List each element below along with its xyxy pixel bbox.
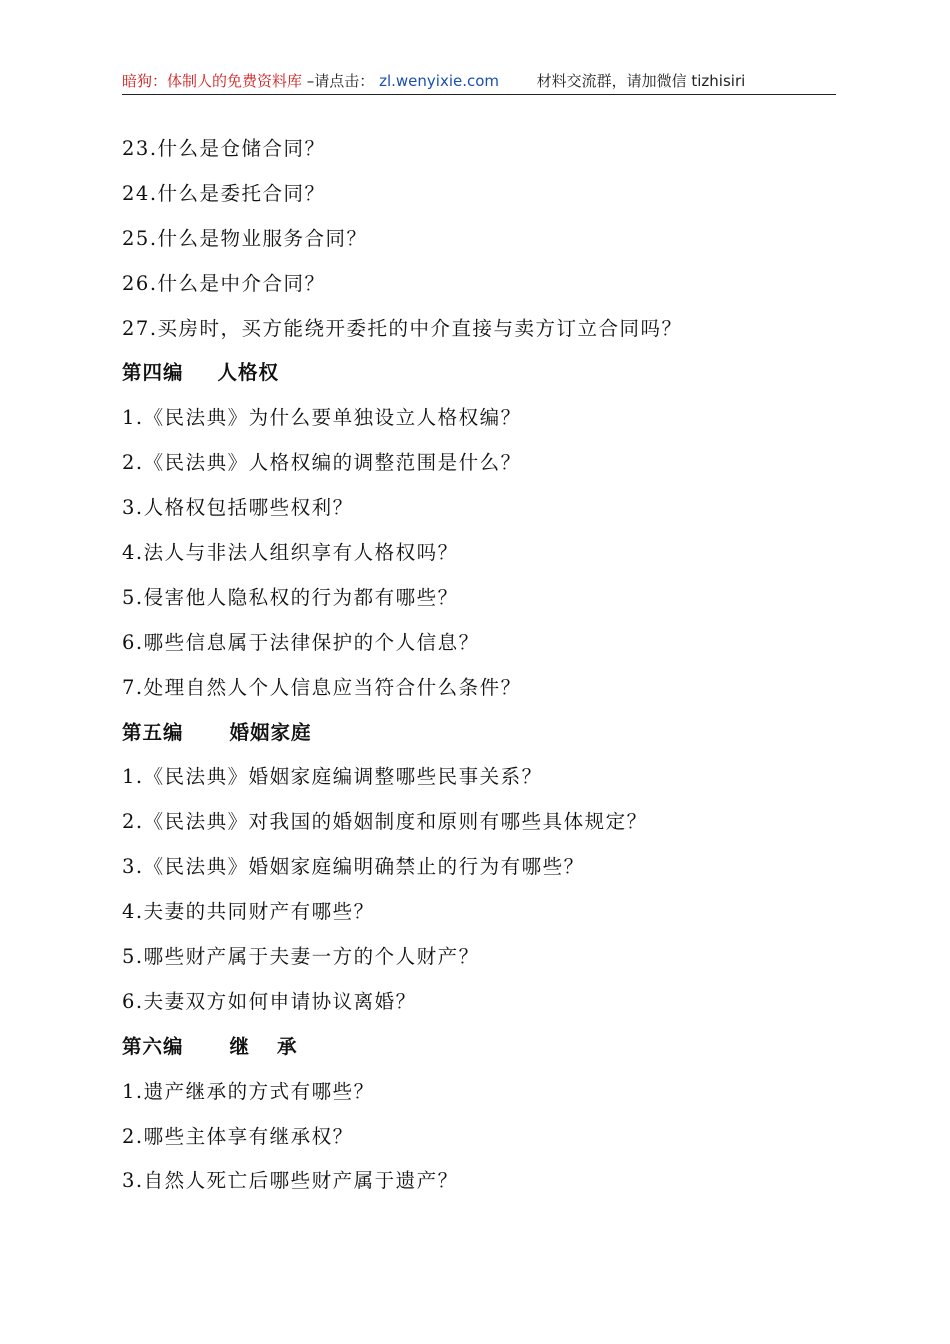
- question-item: 2.《民法典》人格权编的调整范围是什么？: [122, 451, 522, 475]
- question-item: 25.什么是物业服务合同？: [122, 226, 368, 250]
- header-link-prefix: –请点击：: [306, 72, 375, 90]
- question-item: 3.人格权包括哪些权利？: [122, 496, 354, 520]
- question-item: 27.买房时，买方能绕开委托的中介直接与卖方订立合同吗？: [122, 316, 683, 340]
- question-item: 2.《民法典》对我国的婚姻制度和原则有哪些具体规定？: [122, 810, 648, 834]
- section-part: 第四编: [122, 361, 184, 385]
- document-body: [122, 127, 842, 1204]
- header-group-text: 材料交流群，请加微信 tizhisiri: [536, 72, 746, 90]
- header-brand: 暗狗：体制人的免费资料库: [122, 72, 303, 90]
- section-part: 第六编: [122, 1034, 184, 1058]
- question-item: 1.《民法典》婚姻家庭编调整哪些民事关系？: [122, 765, 543, 789]
- section-part: 第五编: [122, 720, 184, 744]
- question-item: 3.《民法典》婚姻家庭编明确禁止的行为有哪些？: [122, 855, 585, 879]
- question-item: 5.侵害他人隐私权的行为都有哪些？: [122, 585, 459, 609]
- header-url-link[interactable]: zl.wenyixie.com: [379, 72, 500, 90]
- question-item: 26.什么是中介合同？: [122, 271, 326, 295]
- question-item: 6.夫妻双方如何申请协议离婚？: [122, 989, 417, 1013]
- section-heading: [122, 351, 842, 396]
- question-item: 6.哪些信息属于法律保护的个人信息？: [122, 630, 480, 654]
- question-item: 5.哪些财产属于夫妻一方的个人财产？: [122, 945, 480, 969]
- page-header: [122, 70, 836, 95]
- section-title: 人格权: [217, 361, 280, 385]
- question-item: 1.遗产继承的方式有哪些？: [122, 1079, 375, 1103]
- section-heading: [122, 711, 842, 756]
- question-item: 2.哪些主体享有继承权？: [122, 1124, 354, 1148]
- section-heading: [122, 1025, 842, 1070]
- question-item: 4.夫妻的共同财产有哪些？: [122, 900, 375, 924]
- question-item: 3.自然人死亡后哪些财产属于遗产？: [122, 1169, 459, 1193]
- question-item: 23.什么是仓储合同？: [122, 137, 326, 160]
- question-item: 24.什么是委托合同？: [122, 181, 326, 205]
- section-title: 婚姻家庭: [229, 720, 312, 744]
- section-title: 继承: [229, 1034, 325, 1058]
- question-item: 4.法人与非法人组织享有人格权吗？: [122, 541, 459, 565]
- question-item: 7.处理自然人个人信息应当符合什么条件？: [122, 675, 522, 699]
- question-item: 1.《民法典》为什么要单独设立人格权编？: [122, 406, 522, 430]
